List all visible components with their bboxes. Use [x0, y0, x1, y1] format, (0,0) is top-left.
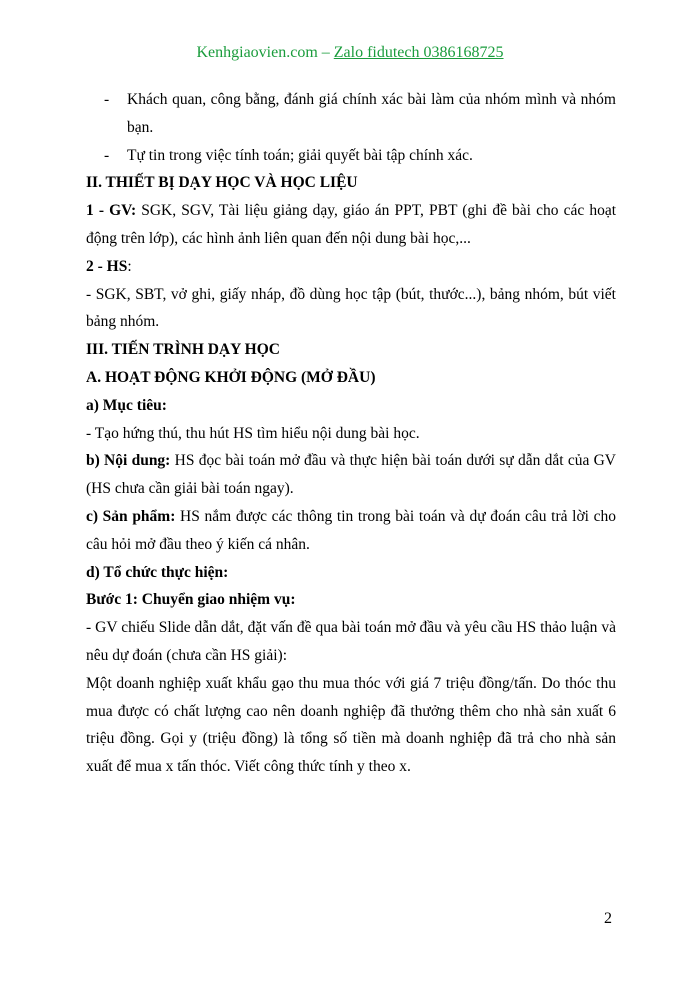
san-pham-text: HS nắm được các thông tin trong bài toán và dự đoán câu trả lời cho câu hỏi mở đầu theo ý kiến cá nhân.	[86, 507, 616, 553]
header-contact-link[interactable]: Zalo fidutech 0386168725	[333, 44, 504, 61]
noi-dung-text: HS đọc bài toán mở đầu và thực hiện bài toán dưới sự dẫn dắt của GV (HS chưa cần giải bài toán ngay).	[86, 452, 616, 498]
activity-heading: A. HOẠT ĐỘNG KHỞI ĐỘNG (MỞ ĐẦU)	[86, 368, 376, 386]
hs-label: 2 - HS	[86, 257, 128, 275]
bullet-item	[86, 86, 616, 142]
to-chuc-label: d) Tổ chức thực hiện:	[86, 563, 229, 581]
header-site: Kenhgiaovien.com	[196, 44, 318, 61]
muc-tieu-label: a) Mục tiêu:	[86, 396, 167, 414]
buoc1-text: - GV chiếu Slide dẫn dắt, đặt vấn đề qua bài toán mở đầu và yêu cầu HS thảo luận và nêu dự đoán (chưa cần HS giải):	[86, 619, 616, 664]
bullet-dash: -	[104, 146, 110, 164]
section-heading-equipment: II. THIẾT BỊ DẠY HỌC VÀ HỌC LIỆU	[86, 174, 358, 192]
page-number: 2	[604, 910, 612, 927]
bullet-text: Khách quan, công bằng, đánh giá chính xác bài làm của nhóm mình và nhóm bạn.	[127, 91, 616, 136]
problem-text: Một doanh nghiệp xuất khẩu gạo thu mua thóc với giá 7 triệu đồng/tấn. Do thóc thu mua được có chất lượng cao nên doanh nghiệp đã thưởng thêm cho nhà sản xuất 6 triệu đồng. Gọi y (triệu đồng) là tổng số tiền mà doanh nghiệp đã trả cho nhà sản xuất để mua x tấn thóc. Viết công thức tính y theo x.	[86, 674, 616, 776]
bullet-item	[86, 142, 616, 170]
san-pham-paragraph	[86, 503, 616, 559]
section-heading-process: III. TIẾN TRÌNH DẠY HỌC	[86, 341, 280, 359]
hs-paragraph: - SGK, SBT, vở ghi, giấy nháp, đồ dùng học tập (bút, thước...), bảng nhóm, bút viết bảng nhóm.	[86, 285, 616, 331]
gv-text: SGK, SGV, Tài liệu giảng dạy, giáo án PPT, PBT (ghi đề bài cho các hoạt động trên lớp), các hình ảnh liên quan đến nội dung bài học,...	[86, 202, 617, 247]
san-pham-label: c) Sản phẩm:	[86, 507, 176, 525]
muc-tieu-text: - Tạo hứng thú, thu hút HS tìm hiểu nội dung bài học.	[86, 424, 420, 442]
bullet-dash: -	[104, 91, 110, 108]
gv-label: 1 - GV:	[86, 202, 137, 220]
document-body	[86, 86, 616, 781]
bullet-text: Tự tin trong việc tính toán; giải quyết bài tập chính xác.	[127, 146, 473, 164]
noi-dung-paragraph	[86, 447, 616, 503]
buoc1-label: Bước 1: Chuyển giao nhiệm vụ:	[86, 591, 296, 609]
hs-label-line: 2 - HS:	[86, 257, 132, 275]
header-separator: –	[317, 44, 334, 61]
page-header	[0, 44, 700, 62]
noi-dung-label: b) Nội dung:	[86, 452, 171, 470]
gv-paragraph	[86, 197, 616, 253]
